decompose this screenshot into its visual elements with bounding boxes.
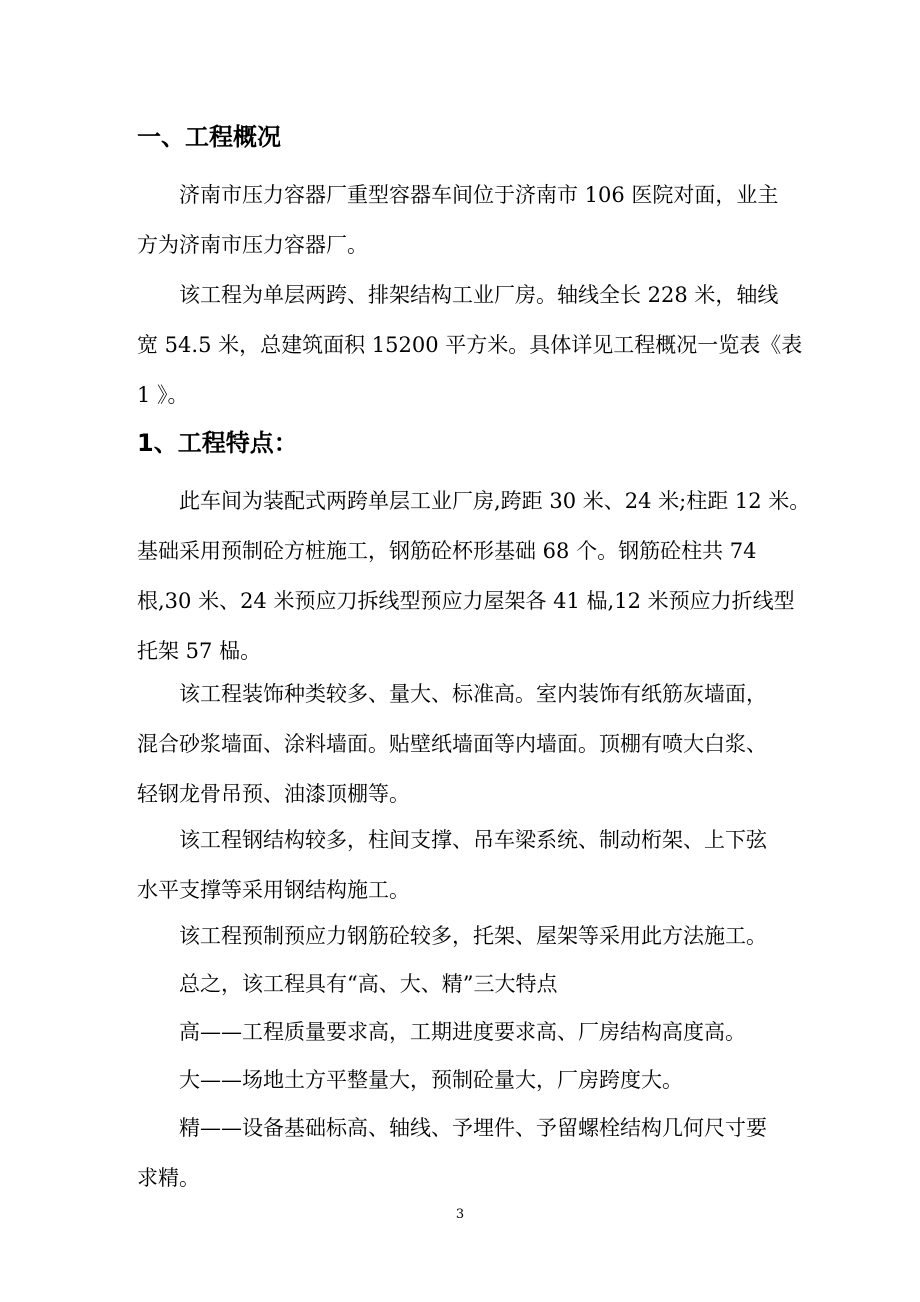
intro-paragraph-location xyxy=(137,170,797,270)
prestressed-line: 该工程预制预应力钢筋砼较多，托架、屋架等采用此方法施工。 xyxy=(179,924,767,948)
paragraph-line: 混合砂浆墙面、涂料墙面。贴壁纸墙面等内墙面。顶棚有喷大白浆、 xyxy=(137,732,767,756)
paragraph-line: 求精。 xyxy=(137,1166,200,1190)
paragraph-line: 此车间为装配式两跨单层工业厂房,跨距 30 米、24 米;柱距 12 米。 xyxy=(179,489,811,513)
feature-high-line: 高——工程质量要求高，工期进度要求高、厂房结构高度高。 xyxy=(179,1020,746,1044)
intro-paragraph-structure xyxy=(137,270,803,420)
paragraph-line: 基础采用预制砼方桩施工，钢筋砼杯形基础 68 个。钢筋砼柱共 74 xyxy=(137,539,757,563)
paragraph-line: 济南市压力容器厂重型容器车间位于济南市 106 医院对面，业主 xyxy=(179,183,779,207)
feature-paragraph-structure xyxy=(137,476,811,676)
page-number: 3 xyxy=(455,1207,465,1222)
paragraph-line: 方为济南市压力容器厂。 xyxy=(137,233,368,257)
paragraph-line: 宽 54.5 米，总建筑面积 15200 平方米。具体详见工程概况一览表《表 xyxy=(137,333,803,357)
paragraph-line: 水平支撑等采用钢结构施工。 xyxy=(137,878,410,902)
paragraph-line: 该工程装饰种类较多、量大、标准高。室内装饰有纸筋灰墙面， xyxy=(179,682,767,706)
paragraph-line: 轻钢龙骨吊预、油漆顶棚等。 xyxy=(137,782,410,806)
section-heading: 一、工程概况 xyxy=(137,123,281,151)
feature-paragraph-steel xyxy=(137,815,797,915)
paragraph-line: 该工程为单层两跨、排架结构工业厂房。轴线全长 228 米，轴线 xyxy=(179,283,779,307)
subsection-heading: 1、工程特点： xyxy=(137,429,298,457)
paragraph-line: 该工程钢结构较多，柱间支撑、吊车梁系统、制动桁架、上下弦 xyxy=(179,828,767,852)
summary-line: 总之，该工程具有“高、大、精”三大特点 xyxy=(179,972,558,996)
paragraph-line: 1 》。 xyxy=(137,383,189,407)
paragraph-line: 托架 57 榀。 xyxy=(137,639,262,663)
feature-paragraph-decoration xyxy=(137,669,797,819)
feature-precise-paragraph xyxy=(137,1103,797,1203)
paragraph-line: 根,30 米、24 米预应刀拆线型预应力屋架各 41 榀,12 米预应力折线型 xyxy=(137,589,795,613)
paragraph-line: 精——设备基础标高、轴线、予埋件、予留螺栓结构几何尺寸要 xyxy=(179,1116,767,1140)
feature-large-line: 大——场地土方平整量大，预制砼量大，厂房跨度大。 xyxy=(179,1068,683,1092)
